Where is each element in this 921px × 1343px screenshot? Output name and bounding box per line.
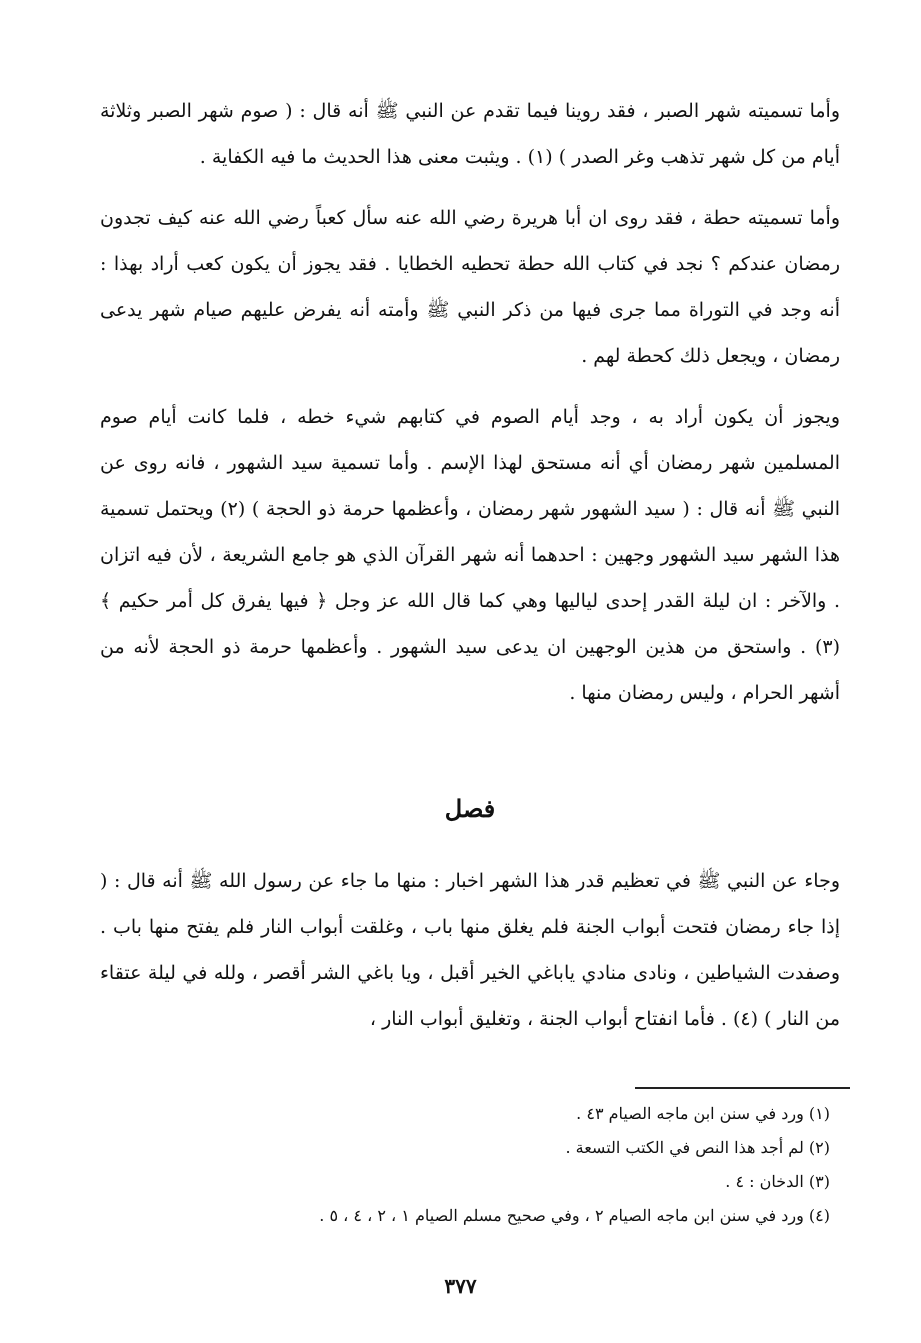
footnotes — [200, 1097, 830, 1233]
footnote-divider — [635, 1087, 850, 1089]
footnote: (٣) الدخان : ٤ . — [725, 1172, 830, 1191]
footnote: (٢) لم أجد هذا النص في الكتب التسعة . — [565, 1138, 830, 1157]
section-heading: فصل — [444, 794, 496, 823]
footnote: (٤) ورد في سنن ابن ماجه الصيام ٢ ، وفي صحيح مسلم الصيام ١ ، ٢ ، ٤ ، ٥ . — [319, 1206, 830, 1225]
page-number: ٣٧٧ — [444, 1274, 477, 1298]
paragraph-akhbar: وجاء عن النبي ﷺ في تعظيم قدر هذا الشهر اخبار : منها ما جاء عن رسول الله ﷺ أنه قال : ( إذا جاء رمضان فتحت أبواب الجنة فلم يغلق منها باب ، وغلقت أبواب النار فلم يفتح منها باب . وصفدت الشياطين ، ونادى منادي ياباغي الخير أقبل ، ويا باغي الشر أقصر ، ولله في ليلة عتقاء من النار ) (٤) . فأما انفتاح أبواب الجنة ، وتغليق أبواب النار ، — [100, 870, 840, 1030]
paragraph-sabr: وأما تسميته شهر الصبر ، فقد روينا فيما تقدم عن النبي ﷺ أنه قال : ( صوم شهر الصبر وثلاثة أيام من كل شهر تذهب وغر الصدر ) (١) . ويثبت معنى هذا الحديث ما فيه الكفاية . — [100, 100, 840, 168]
paragraph-hitta: وأما تسميته حطة ، فقد روى ان أبا هريرة رضي الله عنه سأل كعباً رضي الله عنه كيف تجدون رمضان عندكم ؟ نجد في كتاب الله حطة تحطيه الخطايا . فقد يجوز أن يكون كعب أراد بهذا : أنه وجد في التوراة مما جرى فيها من ذكر النبي ﷺ وأمته أنه يفرض عليهم صيام شهر يدعى رمضان ، ويجعل ذلك كحطة لهم . — [100, 207, 840, 367]
paragraph-sayyid: ويجوز أن يكون أراد به ، وجد أيام الصوم في كتابهم شيء خطه ، فلما كانت أيام صوم المسلمين شهر رمضان أي أنه مستحق لهذا الإسم . وأما تسمية سيد الشهور ، فانه روى عن النبي ﷺ أنه قال : ( سيد الشهور شهر رمضان ، وأعظمها حرمة ذو الحجة ) (٢) ويحتمل تسمية هذا الشهر سيد الشهور وجهين : احدهما أنه شهر القرآن الذي هو جامع الشريعة ، لأن فيه اتزان . والآخر : ان ليلة القدر إحدى لياليها وهي كما قال الله عز وجل ﴿ فيها يفرق كل أمر حكيم ﴾ (٣) . واستحق من هذين الوجهين ان يدعى سيد الشهور . وأعظمها حرمة ذو الحجة لأنه من أشهر الحرام ، وليس رمضان منها . — [100, 406, 841, 704]
footnote: (١) ورد في سنن ابن ماجه الصيام ٤٣ . — [576, 1104, 830, 1123]
main-text — [100, 88, 840, 1057]
